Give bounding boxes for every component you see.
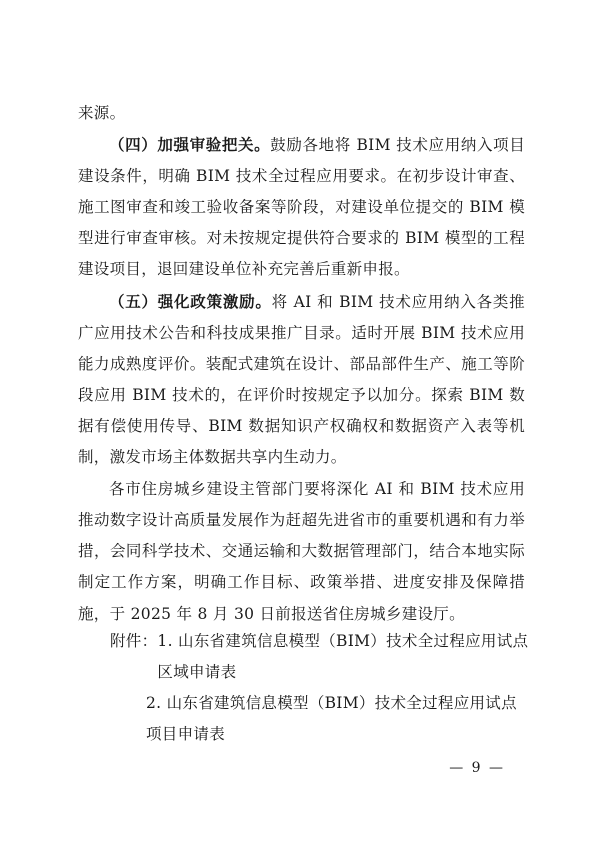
paragraph-1-text: 鼓励各地将 BIM 技术应用纳入项目建设条件，明确 BIM 技术全过程应用要求。在初步设计审查、施工图审查和竣工验收备案等阶段，对建设单位提交的 BIM 模型进行审查审核。对未按规定提供符合要求的 BIM 模型的工程建设项目，退回建设单位补充完善后重新申报。 [78, 136, 525, 279]
paragraph-2-lead: （五）强化政策激励。 [109, 291, 272, 311]
page-number: — 9 — [449, 760, 505, 776]
paragraph-3-text: 各市住房城乡建设主管部门要将深化 AI 和 BIM 技术应用推动数字设计高质量发展作为赶超先进省市的重要机遇和有力举措，会同科学技术、交通运输和大数据管理部门，结合本地实际制定工作方案，明确工作目标、政策举措、进度安排及保障措施，于 2025 年 8 月 30 日前报送省住房城乡建设厅。 [78, 480, 525, 623]
attachment-row-2 [110, 688, 530, 750]
paragraph-1 [78, 129, 525, 285]
attachments [110, 626, 530, 750]
attachment-item-1: 1. 山东省建筑信息模型（BIM）技术全过程应用试点区域申请表 [157, 632, 529, 682]
document-body [78, 97, 525, 630]
paragraph-0-text: 来源。 [78, 104, 126, 122]
paragraph-2-text: 将 AI 和 BIM 技术应用纳入各类推广应用技术公告和科技成果推广目录。适时开展 BIM 技术应用能力成熟度评价。装配式建筑在设计、部品部件生产、施工等阶段应用 BIM 技术的，在评价时按规定予以加分。探索 BIM 数据有偿使用传导、BIM 数据知识产权确权和数据资产入表等机制，激发市场主体数据共享内生动力。 [78, 292, 525, 467]
attachments-label: 附件： [110, 632, 158, 650]
attachment-item-2: 2. 山东省建筑信息模型（BIM）技术全过程应用试点项目申请表 [146, 694, 517, 744]
paragraph-1-lead: （四）加强审验把关。 [109, 135, 271, 155]
paragraph-0 [78, 97, 525, 129]
attachment-row-1 [110, 626, 530, 688]
paragraph-3 [78, 473, 525, 629]
paragraph-2 [78, 286, 525, 474]
